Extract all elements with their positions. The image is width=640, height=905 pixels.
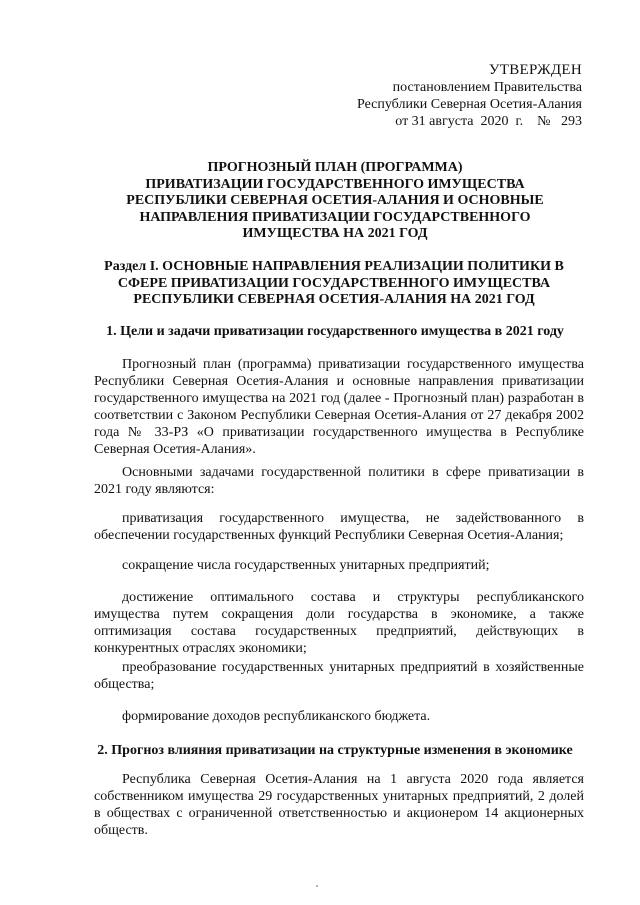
paragraph-task-2: сокращение числа государственных унитарных предприятий; [122,558,490,573]
section-line: СФЕРЕ ПРИВАТИЗАЦИИ ГОСУДАРСТВЕННОГО ИМУЩЕСТВА [117,275,551,291]
paragraph-forecast: Республика Северная Осетия-Алания на 1 августа 2020 года является собственником имущества 29 государственных унитарных предприятий, 2 долей в обществах с ограниченной ответственностью и акционером 14 акционерных обществ. [94,772,584,838]
scan-dot [316,885,318,887]
approval-date: от 31 августа 2020 г. [395,114,524,129]
paragraph-tasks-lead: Основными задачами государственной политики в сфере приватизации в 2021 году являются: [94,465,584,497]
approval-line-1: постановлением Правительства [392,80,582,95]
title-line: РЕСПУБЛИКИ СЕВЕРНАЯ ОСЕТИЯ-АЛАНИЯ И ОСНОВНЫЕ [126,193,544,208]
title-line: ПРОГНОЗНЫЙ ПЛАН (ПРОГРАММА) [207,160,463,175]
approval-stamp [357,62,582,130]
title-line: НАПРАВЛЕНИЯ ПРИВАТИЗАЦИИ ГОСУДАРСТВЕННОГО [139,209,531,225]
paragraph-task-5: формирование доходов республиканского бюджета. [122,709,431,724]
approval-line-2: Республики Северная Осетия-Алания [357,97,582,112]
subsection-heading-2: 2. Прогноз влияния приватизации на структурные изменения в экономике [97,743,573,758]
paragraph-task-4: преобразование государственных унитарных предприятий в хозяйственные общества; [94,660,584,692]
subsection-heading-1: 1. Цели и задачи приватизации государственного имущества в 2021 году [106,324,564,339]
title-line: ИМУЩЕСТВА НА 2021 ГОД [242,226,428,241]
approval-number-sign: № [537,114,551,129]
section-line: РЕСПУБЛИКИ СЕВЕРНАЯ ОСЕТИЯ-АЛАНИЯ НА 2021 ГОД [133,292,535,307]
title-line: ПРИВАТИЗАЦИИ ГОСУДАРСТВЕННОГО ИМУЩЕСТВА [145,176,525,192]
approval-heading: УТВЕРЖДЕН [488,62,582,78]
section-line: Раздел I. ОСНОВНЫЕ НАПРАВЛЕНИЯ РЕАЛИЗАЦИИ ПОЛИТИКИ В [104,259,564,274]
approval-number: 293 [561,114,582,129]
approval-date-line [357,113,582,130]
section-heading [92,259,576,309]
document-title [95,160,575,243]
paragraph-intro: Прогнозный план (программа) приватизации государственного имущества Республики Северная Осетия-Алания и основные направления приватизации государственного имущества на 2021 год (далее - Прогнозный план) разработан в соответствии с Законом Республики Северная Осетия-Алания от 27 декабря 2002 года № 33-РЗ «О приватизации государственного имущества в Республике Северная Осетия-Алания». [94,357,584,457]
paragraph-task-1: приватизация государственного имущества, не задействованного в обеспечении государственных функций Республики Северная Осетия-Алания; [94,511,584,543]
paragraph-task-3: достижение оптимального состава и структуры республиканского имущества путем сокращения доли государства в экономике, а также оптимизация состава государственных предприятий, действующих в конкурентных отраслях экономики; [94,590,584,656]
